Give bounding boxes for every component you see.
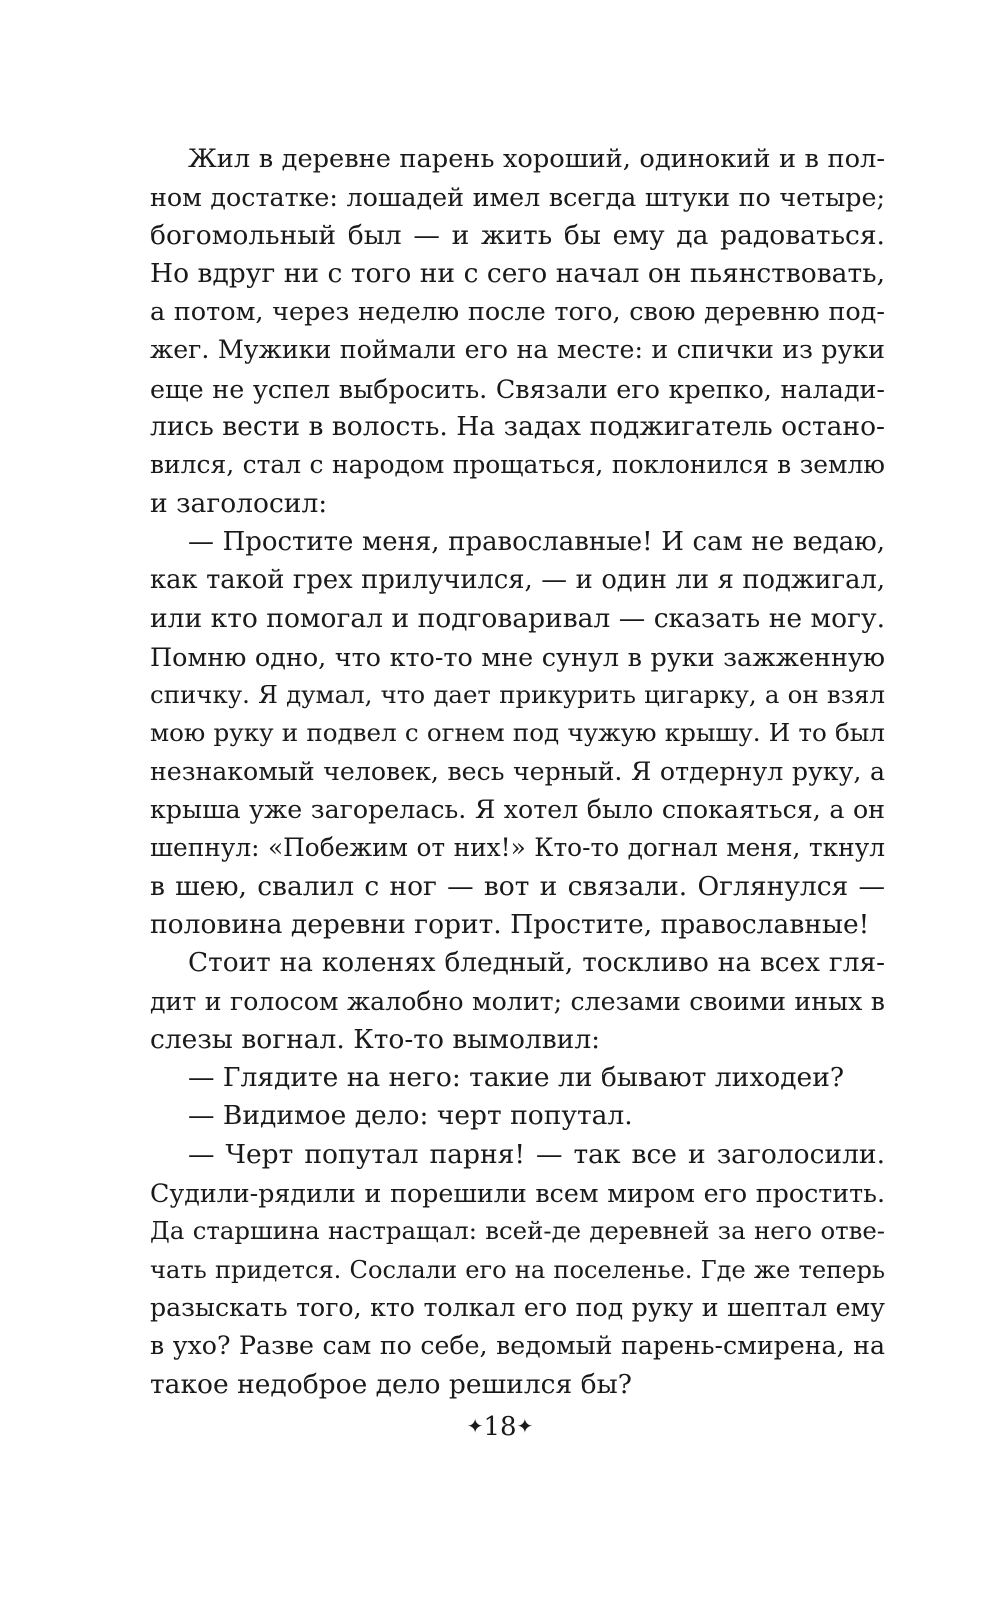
- ornament-right-icon: ✦: [516, 1414, 534, 1438]
- text-line: ном достатке: лошадей имел всегда штуки по четыре;: [150, 182, 885, 213]
- text-line: — Видимое дело: черт попутал.: [188, 1100, 633, 1132]
- text-line: как такой грех прилучился, — и один ли я поджигал,: [150, 565, 885, 596]
- text-line: чать придется. Сослали его на поселенье. Где же теперь: [150, 1255, 885, 1284]
- text-line: такое недоброе дело решился бы?: [150, 1368, 632, 1400]
- text-line: половина деревни горит. Простите, православные!: [150, 908, 870, 940]
- text-line: — Простите меня, православные! И сам не ведаю,: [188, 526, 885, 557]
- text-line: дит и голосом жалобно молит; слезами своими иных в: [150, 986, 885, 1016]
- text-line: или кто помогал и подговаривал — сказать не могу.: [150, 602, 885, 634]
- text-line: Да старшина настращал: всей-де деревней за него отве-: [150, 1216, 885, 1246]
- text-line: в шею, свалил с ног — вот и связали. Оглянулся —: [150, 870, 885, 902]
- text-line: еще не успел выбросить. Связали его крепко, налади-: [150, 373, 885, 404]
- text-line: в ухо? Разве сам по себе, ведомый парень-смирена, на: [150, 1331, 885, 1361]
- text-line: и заголосил:: [150, 487, 328, 519]
- page-number: [0, 1412, 1000, 1442]
- text-line: крыша уже загорелась. Я хотел было спокаяться, а он: [150, 795, 885, 825]
- text-line: Помню одно, что кто-то мне сунул в руки зажженную: [150, 641, 885, 672]
- text-line: — Черт попутал парня! — так все и заголосили.: [188, 1138, 885, 1170]
- text-line: спичку. Я думал, что дает прикурить цигарку, а он взял: [150, 680, 885, 710]
- ornament-left-icon: ✦: [466, 1414, 484, 1438]
- text-line: жег. Мужики поймали его на месте: и спички из руки: [150, 335, 885, 365]
- text-line: — Глядите на него: такие ли бывают лиходеи?: [188, 1062, 845, 1094]
- text-line: незнакомый человек, весь черный. Я отдернул руку, а: [150, 756, 885, 786]
- text-line: разыскать того, кто толкал его под руку и шептал ему: [150, 1292, 885, 1322]
- text-line: Жил в деревне парень хороший, одинокий и в пол-: [188, 144, 885, 174]
- text-line: богомольный был — и жить бы ему да радоваться.: [150, 219, 885, 251]
- body-text: [150, 140, 885, 1404]
- text-line: мою руку и подвел с огнем под чужую крышу. И то был: [150, 718, 885, 748]
- page-number-value: 18: [483, 1412, 517, 1442]
- text-line: Судили-рядили и порешили всем миром его простить.: [150, 1178, 885, 1209]
- text-line: лись вести в волость. На задах поджигатель остано-: [150, 411, 885, 443]
- text-line: вился, стал с народом прощаться, поклонился в землю: [150, 450, 885, 480]
- text-line: Но вдруг ни с того ни с сего начал он пьянствовать,: [150, 257, 885, 289]
- text-line: а потом, через неделю после того, свою деревню под-: [150, 297, 885, 328]
- text-line: шепнул: «Побежим от них!» Кто-то догнал меня, ткнул: [150, 833, 885, 863]
- text-line: слезы вогнал. Кто-то вымолвил:: [150, 1023, 601, 1055]
- text-line: Стоит на коленях бледный, тоскливо на всех гля-: [188, 948, 885, 979]
